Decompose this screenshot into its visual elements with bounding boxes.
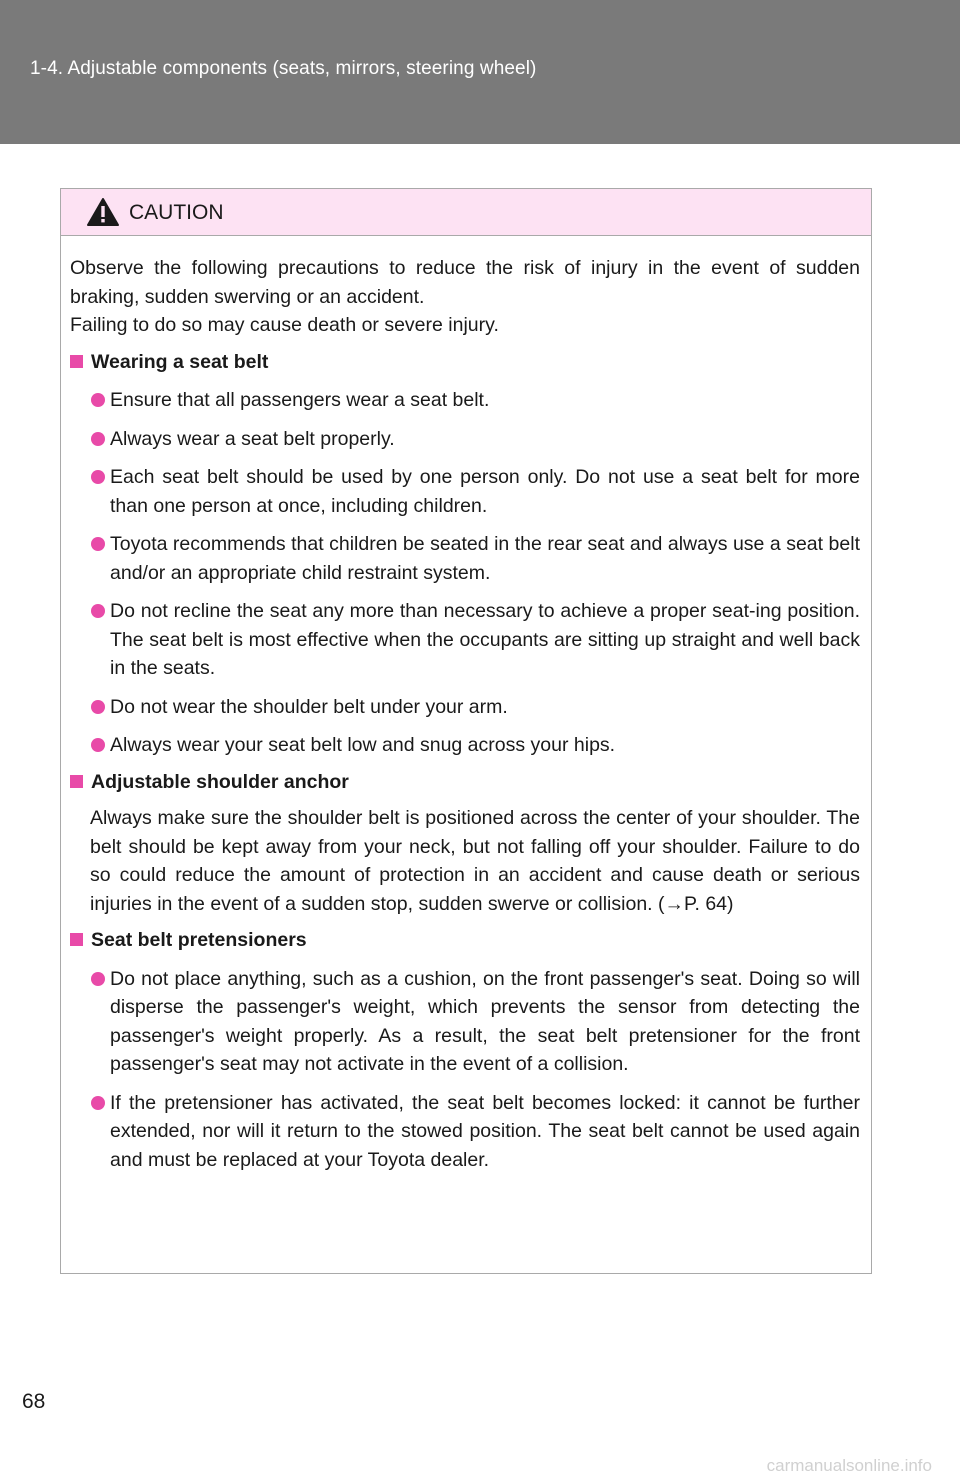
intro-line: Failing to do so may cause death or severe injury.	[70, 314, 499, 336]
section-heading-pretensioners	[70, 926, 860, 955]
caution-box	[60, 188, 872, 1274]
caution-label: CAUTION	[129, 201, 224, 224]
circle-bullet-icon	[91, 537, 105, 551]
circle-bullet-icon	[91, 700, 105, 714]
list-item	[70, 731, 860, 760]
shoulder-anchor-paragraph: Always make sure the shoulder belt is positioned across the center of your shoulder. The belt should be kept away from your neck, but not falling off your shoulder. Failure to do so could reduce the amount of protection in an accident and cause death or serious injuries in the event of a sudden stop, sudden swerve or collision. (→P. 64)	[90, 807, 860, 915]
circle-bullet-icon	[91, 604, 105, 618]
circle-bullet-icon	[91, 738, 105, 752]
circle-bullet-icon	[91, 393, 105, 407]
list-item-text: If the pretensioner has activated, the seat belt becomes locked: it cannot be further extended, nor will it return to the stowed position. The seat belt cannot be used again and must be replaced at your Toyota dealer.	[110, 1091, 860, 1171]
page-number: 68	[22, 1390, 46, 1413]
list-item	[70, 386, 860, 415]
square-bullet-icon	[70, 775, 83, 788]
list-item	[70, 693, 860, 722]
list-item	[70, 463, 860, 520]
intro-line: Observe the following precautions to reduce the risk of injury in the event of sudden braking, sudden swerving or an accident.	[70, 257, 860, 308]
page-header	[0, 0, 960, 144]
list-item	[70, 965, 860, 1079]
list-item	[70, 530, 860, 587]
list-item-text: Do not place anything, such as a cushion, on the front passenger's seat. Doing so will disperse the passenger's weight, which prevents the sensor from detecting the passenger's weight properly. As a result, the seat belt pretensioner for the front passenger's seat may not activate in the event of a collision.	[110, 967, 860, 1075]
section-heading-shoulder-anchor	[70, 768, 860, 797]
circle-bullet-icon	[91, 972, 105, 986]
list-item-text: Do not wear the shoulder belt under your arm.	[110, 695, 508, 718]
circle-bullet-icon	[91, 470, 105, 484]
square-bullet-icon	[70, 355, 83, 368]
heading-text: Adjustable shoulder anchor	[91, 770, 349, 793]
list-item-text: Do not recline the seat any more than necessary to achieve a proper seat-ing position. The seat belt is most effective when the occupants are sitting up straight and well back in the seats.	[110, 600, 860, 679]
watermark: carmanualsonline.info	[766, 1456, 932, 1475]
warning-triangle-icon	[86, 197, 120, 227]
list-item	[70, 1089, 860, 1175]
square-bullet-icon	[70, 933, 83, 946]
list-item	[70, 597, 860, 683]
caution-intro	[70, 254, 860, 340]
list-item-text: Always wear a seat belt properly.	[110, 427, 395, 450]
list-item-text: Each seat belt should be used by one person only. Do not use a seat belt for more than one person at once, including children.	[110, 466, 860, 517]
heading-text: Wearing a seat belt	[91, 350, 269, 373]
heading-text: Seat belt pretensioners	[91, 929, 307, 951]
circle-bullet-icon	[91, 1096, 105, 1110]
list-item-text: Toyota recommends that children be seated in the rear seat and always use a seat belt and/or an appropriate child restraint system.	[110, 533, 860, 584]
circle-bullet-icon	[91, 432, 105, 446]
list-item-text: Always wear your seat belt low and snug across your hips.	[110, 734, 616, 756]
section-heading-wearing-seat-belt	[70, 348, 860, 377]
section-title: 1-4. Adjustable components (seats, mirrors, steering wheel)	[30, 58, 537, 79]
list-item	[70, 425, 860, 454]
caution-header	[61, 189, 871, 236]
caution-body	[61, 254, 871, 1174]
list-item-text: Ensure that all passengers wear a seat belt.	[110, 389, 490, 411]
